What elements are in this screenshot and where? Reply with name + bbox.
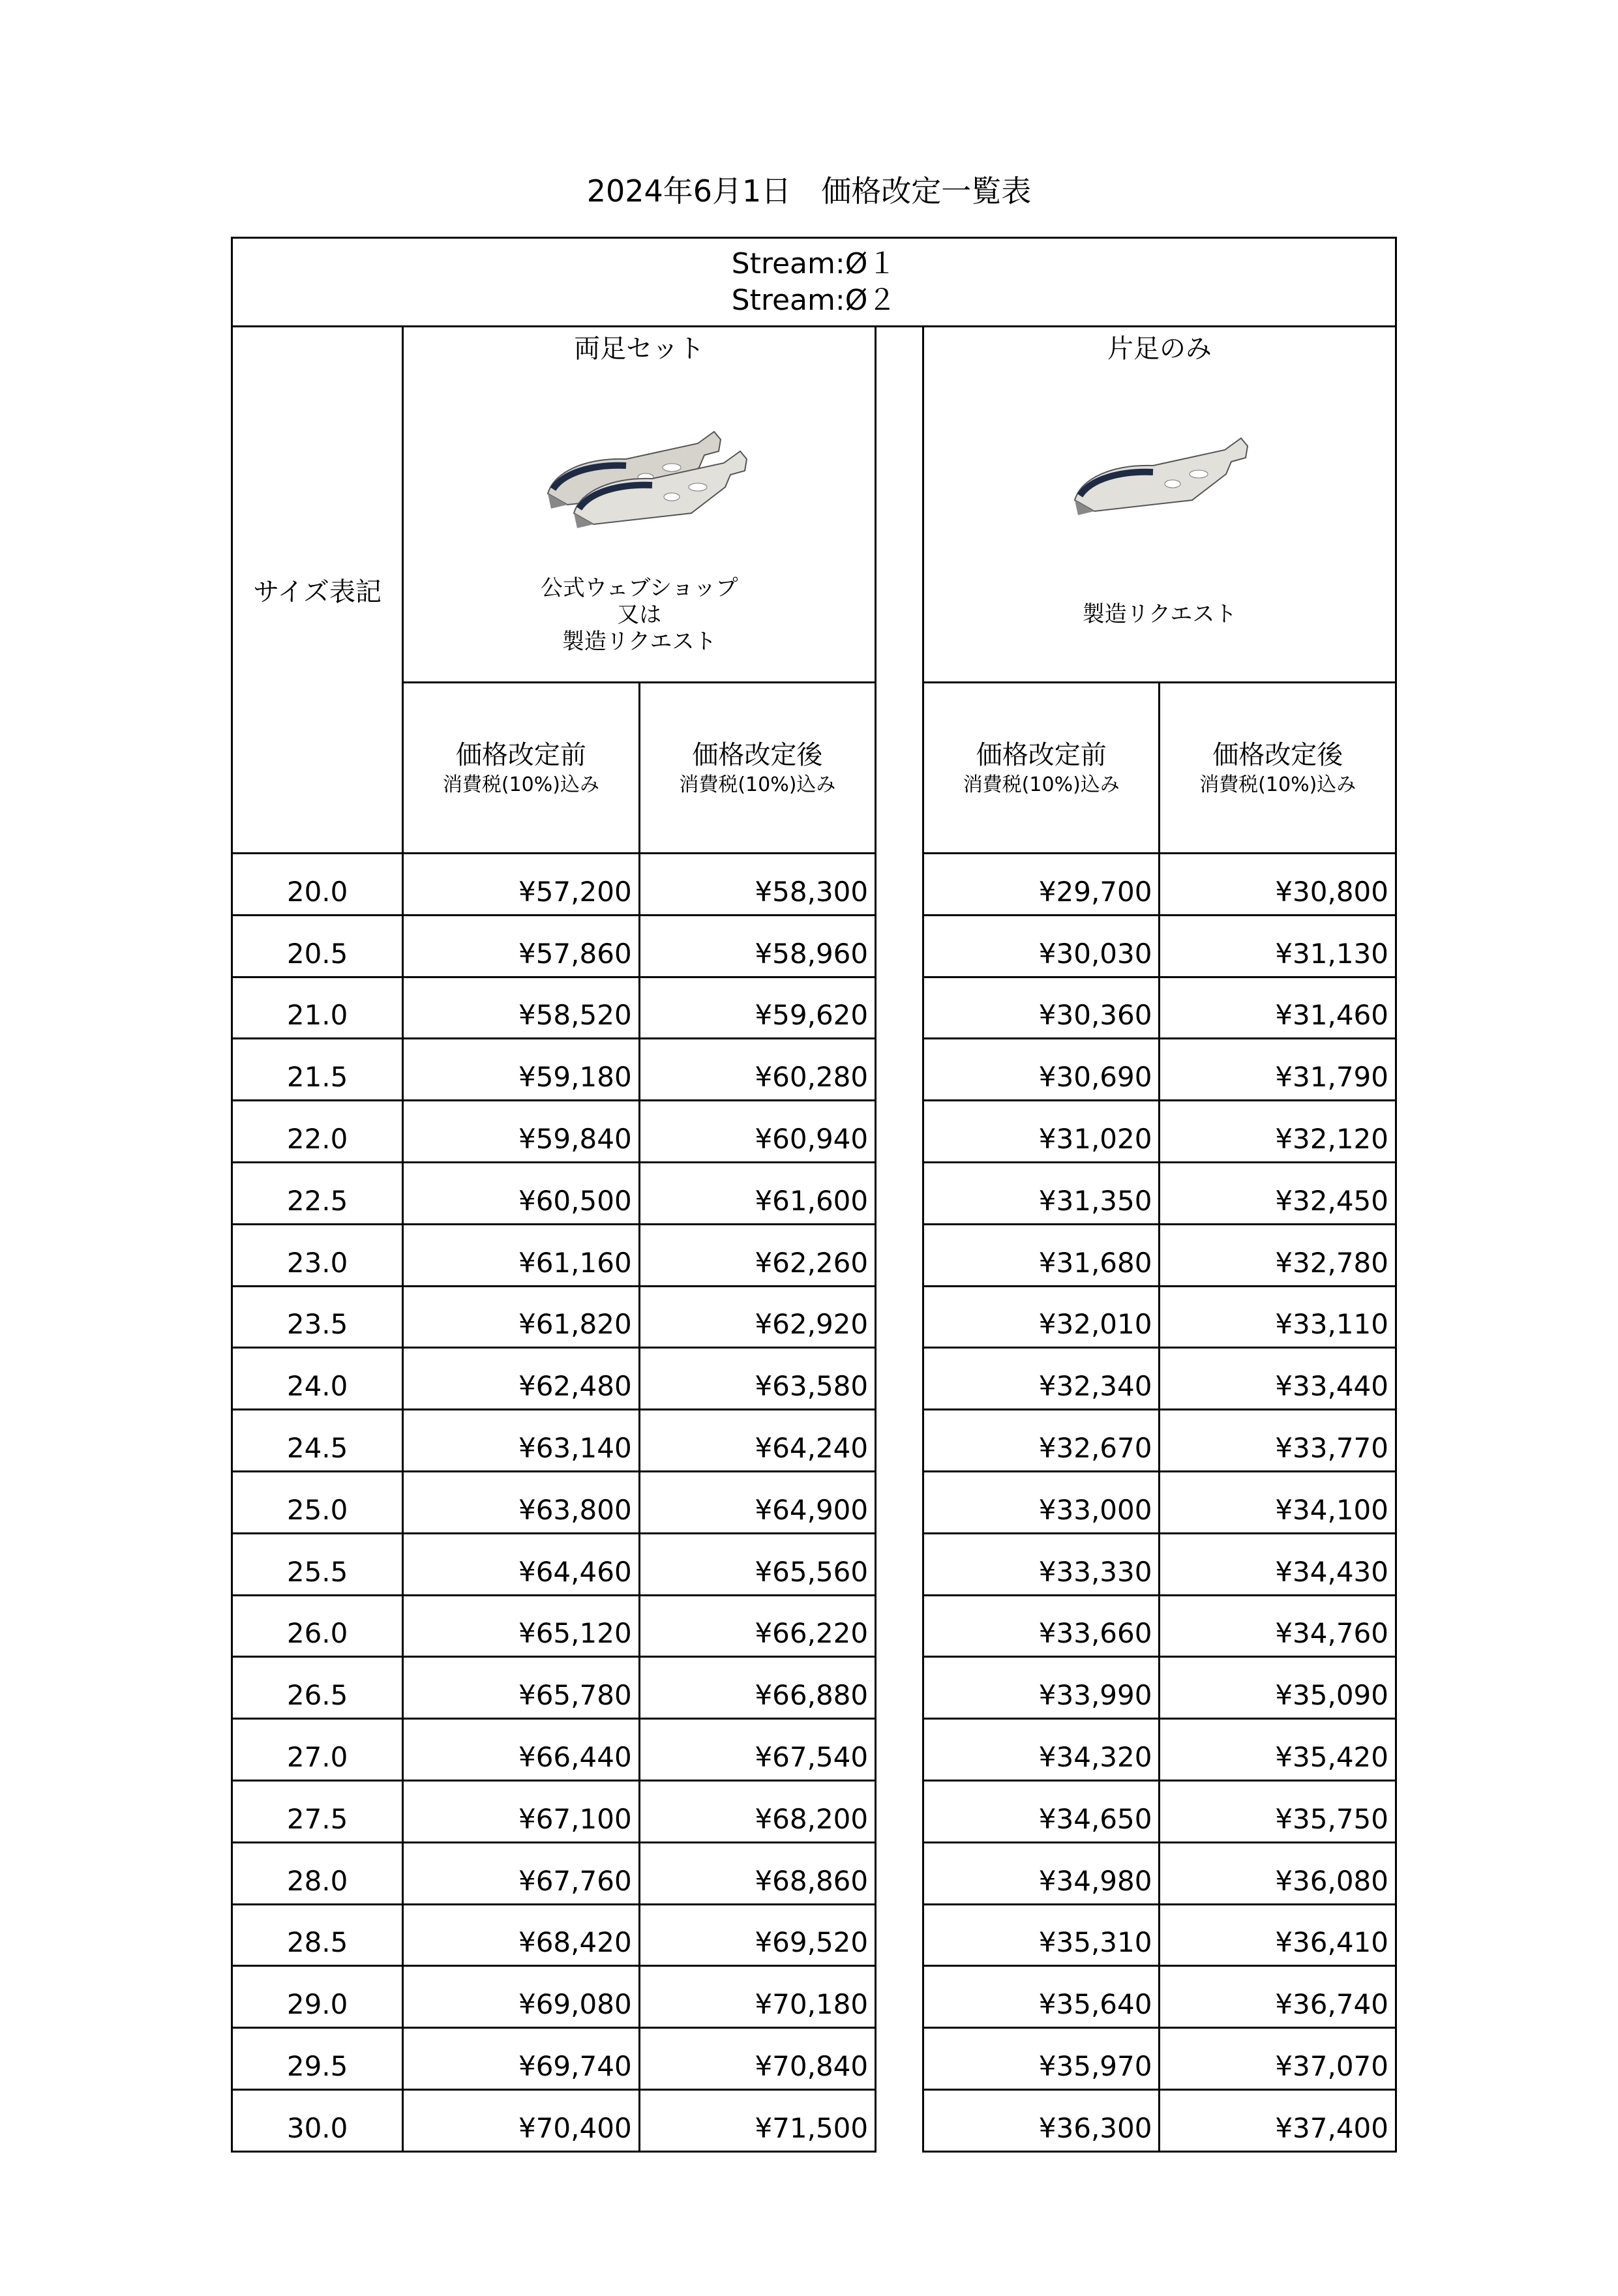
set-before-price: ¥60,500 xyxy=(403,1162,639,1224)
both-feet-note-line-2: 又は xyxy=(617,602,662,628)
column-gap xyxy=(876,1471,923,1533)
size-cell: 21.0 xyxy=(232,977,403,1039)
size-cell: 28.0 xyxy=(232,1842,403,1904)
single-before-tax: 消費税(10%)込み xyxy=(963,773,1120,796)
single-after-price: ¥37,400 xyxy=(1160,2089,1396,2151)
size-cell: 27.5 xyxy=(232,1780,403,1842)
set-before-price: ¥59,840 xyxy=(403,1101,639,1163)
table-row xyxy=(232,1904,1396,1966)
set-after-price: ¥64,900 xyxy=(639,1471,875,1533)
size-cell: 30.0 xyxy=(232,2089,403,2151)
size-cell: 26.5 xyxy=(232,1657,403,1719)
set-after-price: ¥66,220 xyxy=(639,1595,875,1657)
column-gap xyxy=(876,1595,923,1657)
column-gap xyxy=(876,1286,923,1348)
single-after-label: 価格改定後 xyxy=(1212,739,1343,770)
column-gap xyxy=(876,1348,923,1410)
set-before-price: ¥61,820 xyxy=(403,1286,639,1348)
table-row xyxy=(232,977,1396,1039)
set-after-price: ¥65,560 xyxy=(639,1533,875,1595)
skate-blade-single-image xyxy=(1055,412,1264,529)
set-before-price: ¥69,740 xyxy=(403,2028,639,2090)
set-before-header xyxy=(403,683,639,854)
table-row xyxy=(232,1966,1396,2028)
single-after-price: ¥36,410 xyxy=(1160,1904,1396,1966)
set-before-price: ¥57,860 xyxy=(403,915,639,977)
price-table xyxy=(231,237,1397,2153)
column-gap xyxy=(876,1533,923,1595)
single-after-price: ¥32,120 xyxy=(1160,1101,1396,1163)
size-cell: 29.5 xyxy=(232,2028,403,2090)
set-after-price: ¥67,540 xyxy=(639,1719,875,1781)
single-after-price: ¥37,070 xyxy=(1160,2028,1396,2090)
single-after-price: ¥36,740 xyxy=(1160,1966,1396,2028)
one-foot-note-line-1: 製造リクエスト xyxy=(1082,601,1237,627)
column-gap xyxy=(876,1780,923,1842)
size-cell: 27.0 xyxy=(232,1719,403,1781)
both-feet-note-line-3: 製造リクエスト xyxy=(562,629,717,655)
set-after-price: ¥68,200 xyxy=(639,1780,875,1842)
skate-blade-pair-image xyxy=(522,406,757,536)
single-before-price: ¥32,010 xyxy=(923,1286,1160,1348)
single-before-price: ¥35,310 xyxy=(923,1904,1160,1966)
table-row xyxy=(232,2089,1396,2151)
column-gap xyxy=(876,1657,923,1719)
set-after-price: ¥62,260 xyxy=(639,1224,875,1286)
set-after-price: ¥68,860 xyxy=(639,1842,875,1904)
set-before-price: ¥62,480 xyxy=(403,1348,639,1410)
single-after-price: ¥34,430 xyxy=(1160,1533,1396,1595)
single-before-price: ¥34,650 xyxy=(923,1780,1160,1842)
single-before-price: ¥29,700 xyxy=(923,854,1160,916)
size-cell: 23.0 xyxy=(232,1224,403,1286)
single-after-tax: 消費税(10%)込み xyxy=(1199,773,1356,796)
table-row xyxy=(232,1224,1396,1286)
column-gap xyxy=(876,1039,923,1101)
one-foot-header xyxy=(923,327,1396,683)
set-after-price: ¥64,240 xyxy=(639,1410,875,1472)
table-row xyxy=(232,1039,1396,1101)
table-row xyxy=(232,1533,1396,1595)
set-before-price: ¥65,780 xyxy=(403,1657,639,1719)
single-after-price: ¥35,750 xyxy=(1160,1780,1396,1842)
set-after-price: ¥60,940 xyxy=(639,1101,875,1163)
table-row xyxy=(232,1410,1396,1472)
set-after-price: ¥58,300 xyxy=(639,854,875,916)
table-row xyxy=(232,1719,1396,1781)
set-after-price: ¥60,280 xyxy=(639,1039,875,1101)
single-before-label: 価格改定前 xyxy=(976,739,1107,770)
size-cell: 20.5 xyxy=(232,915,403,977)
table-row xyxy=(232,1471,1396,1533)
size-cell: 25.5 xyxy=(232,1533,403,1595)
single-after-price: ¥33,440 xyxy=(1160,1348,1396,1410)
single-after-price: ¥31,790 xyxy=(1160,1039,1396,1101)
page-title: 2024年6月1日 価格改定一覧表 xyxy=(586,173,1032,209)
single-after-price: ¥31,460 xyxy=(1160,977,1396,1039)
set-before-price: ¥59,180 xyxy=(403,1039,639,1101)
stream-header xyxy=(232,238,1396,327)
set-before-price: ¥61,160 xyxy=(403,1224,639,1286)
set-before-price: ¥58,520 xyxy=(403,977,639,1039)
column-gap xyxy=(876,1719,923,1781)
set-before-price: ¥68,420 xyxy=(403,1904,639,1966)
table-row xyxy=(232,2028,1396,2090)
stream-line-1: Stream:Ø１ xyxy=(731,246,897,280)
set-before-price: ¥63,140 xyxy=(403,1410,639,1472)
single-before-price: ¥33,330 xyxy=(923,1533,1160,1595)
both-feet-note xyxy=(404,575,875,655)
single-before-price: ¥35,970 xyxy=(923,2028,1160,2090)
set-before-price: ¥64,460 xyxy=(403,1533,639,1595)
table-row xyxy=(232,1595,1396,1657)
size-cell: 29.0 xyxy=(232,1966,403,2028)
table-row xyxy=(232,1348,1396,1410)
set-after-label: 価格改定後 xyxy=(692,739,823,770)
set-after-price: ¥59,620 xyxy=(639,977,875,1039)
single-before-price: ¥30,030 xyxy=(923,915,1160,977)
single-after-price: ¥32,780 xyxy=(1160,1224,1396,1286)
set-after-price: ¥61,600 xyxy=(639,1162,875,1224)
single-before-price: ¥32,670 xyxy=(923,1410,1160,1472)
size-header: サイズ表記 xyxy=(232,327,403,854)
both-feet-name: 両足セット xyxy=(574,334,705,364)
single-after-header xyxy=(1160,683,1396,854)
both-feet-header xyxy=(403,327,876,683)
column-gap xyxy=(876,1162,923,1224)
set-before-price: ¥70,400 xyxy=(403,2089,639,2151)
set-after-price: ¥58,960 xyxy=(639,915,875,977)
stream-line-2: Stream:Ø２ xyxy=(731,283,897,317)
column-gap xyxy=(876,1101,923,1163)
column-gap xyxy=(876,327,923,854)
set-before-price: ¥57,200 xyxy=(403,854,639,916)
size-cell: 21.5 xyxy=(232,1039,403,1101)
size-cell: 25.0 xyxy=(232,1471,403,1533)
single-before-price: ¥30,360 xyxy=(923,977,1160,1039)
column-gap xyxy=(876,2089,923,2151)
table-row xyxy=(232,1162,1396,1224)
column-gap xyxy=(876,1966,923,2028)
size-cell: 26.0 xyxy=(232,1595,403,1657)
size-cell: 23.5 xyxy=(232,1286,403,1348)
set-before-price: ¥67,100 xyxy=(403,1780,639,1842)
single-before-price: ¥33,990 xyxy=(923,1657,1160,1719)
set-after-price: ¥69,520 xyxy=(639,1904,875,1966)
single-after-price: ¥35,420 xyxy=(1160,1719,1396,1781)
single-after-price: ¥30,800 xyxy=(1160,854,1396,916)
single-after-price: ¥34,760 xyxy=(1160,1595,1396,1657)
single-before-price: ¥31,350 xyxy=(923,1162,1160,1224)
single-before-price: ¥35,640 xyxy=(923,1966,1160,2028)
table-row xyxy=(232,854,1396,916)
single-after-price: ¥34,100 xyxy=(1160,1471,1396,1533)
single-before-price: ¥34,980 xyxy=(923,1842,1160,1904)
single-after-price: ¥33,110 xyxy=(1160,1286,1396,1348)
table-row xyxy=(232,915,1396,977)
column-gap xyxy=(876,915,923,977)
set-after-price: ¥62,920 xyxy=(639,1286,875,1348)
set-before-tax: 消費税(10%)込み xyxy=(442,773,599,796)
column-gap xyxy=(876,977,923,1039)
set-after-price: ¥70,180 xyxy=(639,1966,875,2028)
single-before-price: ¥33,660 xyxy=(923,1595,1160,1657)
single-after-price: ¥31,130 xyxy=(1160,915,1396,977)
single-before-price: ¥30,690 xyxy=(923,1039,1160,1101)
set-after-tax: 消費税(10%)込み xyxy=(679,773,836,796)
both-feet-note-line-1: 公式ウェブショップ xyxy=(540,575,738,601)
one-foot-note xyxy=(924,601,1395,628)
single-before-price: ¥36,300 xyxy=(923,2089,1160,2151)
set-before-label: 価格改定前 xyxy=(455,739,586,770)
single-before-price: ¥33,000 xyxy=(923,1471,1160,1533)
one-foot-name: 片足のみ xyxy=(1107,334,1212,364)
column-gap xyxy=(876,1904,923,1966)
single-before-price: ¥34,320 xyxy=(923,1719,1160,1781)
table-row xyxy=(232,1842,1396,1904)
set-after-price: ¥70,840 xyxy=(639,2028,875,2090)
size-cell: 24.0 xyxy=(232,1348,403,1410)
set-before-price: ¥63,800 xyxy=(403,1471,639,1533)
size-cell: 24.5 xyxy=(232,1410,403,1472)
set-after-header xyxy=(639,683,875,854)
size-cell: 22.0 xyxy=(232,1101,403,1163)
set-before-price: ¥66,440 xyxy=(403,1719,639,1781)
single-before-price: ¥31,020 xyxy=(923,1101,1160,1163)
set-before-price: ¥69,080 xyxy=(403,1966,639,2028)
set-after-price: ¥66,880 xyxy=(639,1657,875,1719)
table-row xyxy=(232,1780,1396,1842)
set-after-price: ¥63,580 xyxy=(639,1348,875,1410)
table-row xyxy=(232,1657,1396,1719)
set-after-price: ¥71,500 xyxy=(639,2089,875,2151)
size-cell: 28.5 xyxy=(232,1904,403,1966)
single-before-price: ¥31,680 xyxy=(923,1224,1160,1286)
size-cell: 22.5 xyxy=(232,1162,403,1224)
table-row xyxy=(232,1101,1396,1163)
single-before-price: ¥32,340 xyxy=(923,1348,1160,1410)
column-gap xyxy=(876,1842,923,1904)
single-after-price: ¥35,090 xyxy=(1160,1657,1396,1719)
column-gap xyxy=(876,2028,923,2090)
table-row xyxy=(232,1286,1396,1348)
column-gap xyxy=(876,1410,923,1472)
column-gap xyxy=(876,1224,923,1286)
single-after-price: ¥32,450 xyxy=(1160,1162,1396,1224)
set-before-price: ¥65,120 xyxy=(403,1595,639,1657)
column-gap xyxy=(876,854,923,916)
single-before-header xyxy=(923,683,1160,854)
set-before-price: ¥67,760 xyxy=(403,1842,639,1904)
size-cell: 20.0 xyxy=(232,854,403,916)
single-after-price: ¥36,080 xyxy=(1160,1842,1396,1904)
single-after-price: ¥33,770 xyxy=(1160,1410,1396,1472)
